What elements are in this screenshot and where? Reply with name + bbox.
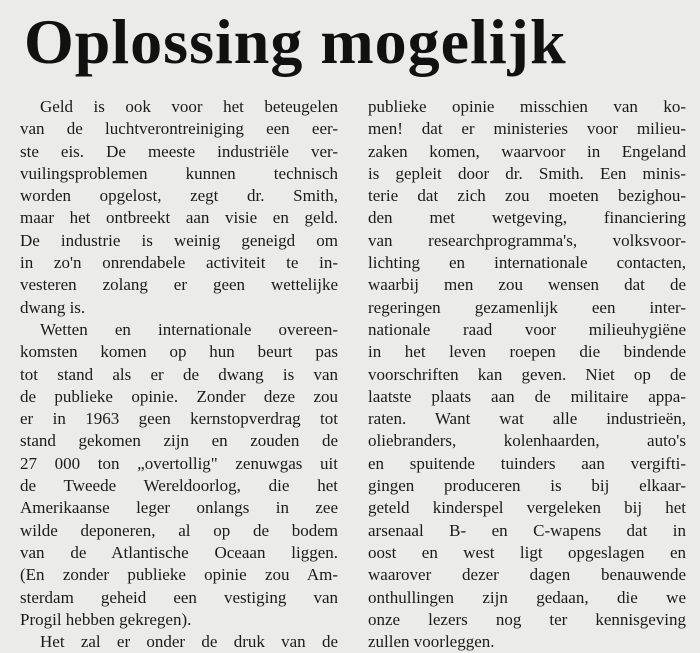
- text-line: Geld is ook voor het beteugelen: [40, 97, 338, 116]
- text-line: oost en west ligt opgeslagen en: [368, 542, 686, 562]
- text-line: worden opgelost, zegt dr. Smith,: [20, 186, 338, 206]
- text-line: waarover dezer dagen benauwende: [368, 565, 686, 585]
- text-line: onthullingen zijn gedaan, die we: [368, 587, 686, 607]
- text-line: is gepleit door dr. Smith. Een minis-: [368, 163, 686, 183]
- text-line: De industrie is weinig geneigd om: [20, 230, 338, 250]
- text-line: Progil hebben gekregen).: [20, 609, 192, 629]
- text-line: van de Atlantische Oceaan liggen.: [20, 542, 338, 562]
- text-line: den met wetgeving, financiering: [368, 208, 686, 228]
- text-line: maar het ontbreekt aan visie en geld.: [20, 208, 338, 228]
- text-line: 27 000 ton „overtollig" zenuwgas uit: [20, 453, 338, 473]
- article-column-left: [20, 96, 338, 653]
- text-line: Wetten en internationale overeen-: [40, 319, 338, 339]
- text-line: in zo'n onrendabele activiteit te in-: [20, 253, 338, 273]
- article-column-right: [368, 96, 686, 653]
- text-line: zullen voorleggen.: [368, 632, 495, 652]
- text-line: terie dat zich zou moeten bezighou-: [368, 186, 686, 206]
- text-line: arsenaal B- en C-wapens dat in: [368, 520, 686, 540]
- text-line: komsten komen op hun beurt pas: [20, 342, 338, 362]
- text-line: onze lezers nog ter kennisgeving: [368, 609, 686, 629]
- text-line: gingen produceren is bij elkaar-: [368, 476, 686, 496]
- text-line: in het leven roepen die bindende: [368, 342, 686, 362]
- headline: Oplossing mogelijk: [24, 6, 567, 77]
- text-line: stand gekomen zijn en zouden de: [20, 431, 338, 451]
- text-line: geteld kinderspel vergeleken bij het: [368, 498, 686, 518]
- text-line: vuilingsproblemen kunnen technisch: [20, 163, 338, 183]
- text-line: publieke opinie misschien van ko-: [368, 97, 686, 116]
- text-line: (En zonder publieke opinie zou Am-: [20, 565, 338, 585]
- text-line: zaken komen, waarvoor in Engeland: [368, 141, 686, 161]
- text-line: ste eis. De meeste industriële ver-: [20, 141, 338, 161]
- text-line: Het zal er onder de druk van de: [40, 632, 338, 652]
- text-line: de Tweede Wereldoorlog, die het: [20, 476, 338, 496]
- text-line: van de luchtverontreiniging een eer-: [20, 119, 338, 139]
- text-line: dwang is.: [20, 297, 86, 317]
- text-line: men! dat er ministeries voor milieu-: [368, 119, 686, 139]
- text-line: vesteren zolang er geen wettelijke: [20, 275, 338, 295]
- text-line: de publieke opinie. Zonder deze zou: [20, 386, 338, 406]
- text-line: van researchprogramma's, volksvoor-: [368, 230, 686, 250]
- text-line: sterdam geheid een vestiging van: [20, 587, 338, 607]
- text-line: laatste plaats aan de militaire appa-: [368, 386, 686, 406]
- text-line: regeringen gezamenlijk een inter-: [368, 297, 686, 317]
- text-line: lichting en internationale contacten,: [368, 253, 686, 273]
- text-line: en spuitende tuinders aan vergifti-: [368, 453, 686, 473]
- text-line: tot stand als er de dwang is van: [20, 364, 338, 384]
- text-line: er in 1963 geen kernstopverdrag tot: [20, 409, 338, 429]
- text-line: oliebranders, kolenhaarden, auto's: [368, 431, 686, 451]
- column-gutter: [352, 92, 353, 652]
- text-line: nationale raad voor milieuhygiëne: [368, 319, 686, 339]
- text-line: raten. Want wat alle industrieën,: [368, 409, 686, 429]
- text-line: Amerikaanse leger onlangs in zee: [20, 498, 338, 518]
- text-line: wilde deponeren, al op de bodem: [20, 520, 338, 540]
- text-line: waarbij men zou wensen dat de: [368, 275, 686, 295]
- text-line: voorschriften kan geven. Niet op de: [368, 364, 686, 384]
